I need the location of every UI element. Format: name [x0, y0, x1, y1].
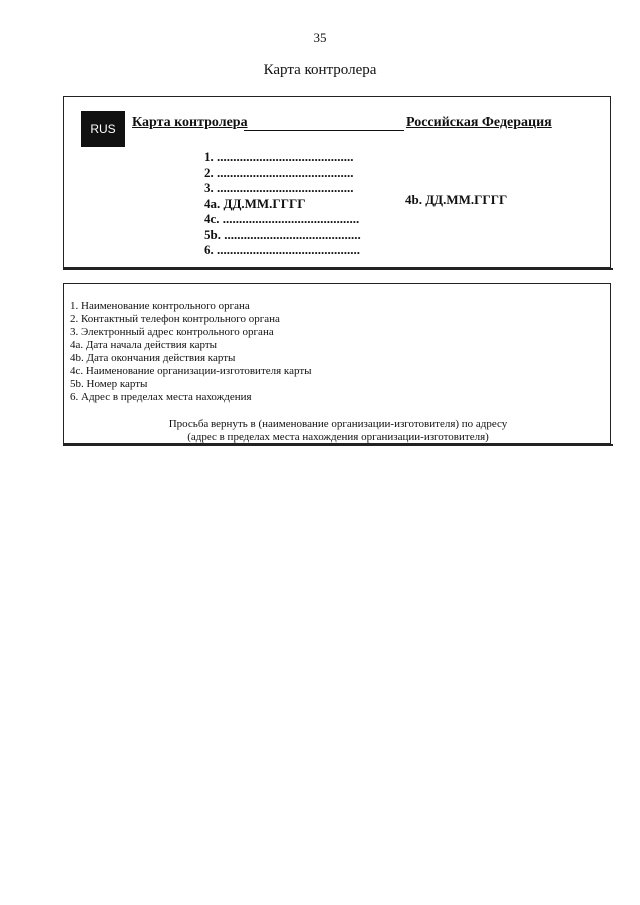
card-front: [63, 96, 611, 268]
legend-item: 4b. Дата окончания действия карты: [70, 352, 236, 364]
field-5b: 5b. ..........................................: [204, 226, 361, 242]
field-6: 6. ............................................: [204, 242, 360, 257]
heading-underline: [244, 130, 404, 131]
page-title: Карта контролера: [263, 62, 377, 78]
legend-item: 4a. Дата начала действия карты: [70, 339, 218, 351]
card-heading: Карта контролера: [132, 115, 248, 130]
field-4a: 4a. ДД.ММ.ГГГГ: [204, 195, 306, 211]
field-1: 1. ..........................................: [204, 149, 354, 164]
return-note: [64, 418, 612, 444]
legend-item: 1. Наименование контрольного органа: [70, 300, 250, 312]
field-3: 3. ..........................................: [204, 180, 354, 195]
legend-item: 6. Адрес в пределах места нахождения: [70, 391, 252, 403]
card-back: [63, 283, 611, 444]
legend-item: 4c. Наименование организации-изготовителя карты: [70, 365, 312, 377]
field-4c: 4c. ..........................................: [204, 211, 360, 226]
legend-item: 3. Электронный адрес контрольного органа: [70, 326, 274, 338]
field-list: [204, 149, 361, 258]
legend-list: [70, 300, 312, 404]
legend-item: 5b. Номер карты: [70, 378, 148, 390]
field-4b: 4b. ДД.ММ.ГГГГ: [405, 192, 508, 207]
rus-badge: RUS: [81, 111, 125, 147]
card-country: Российская Федерация: [406, 115, 552, 130]
legend-item: 2. Контактный телефон контрольного органа: [70, 313, 280, 325]
return-note-line2: (адрес в пределах места нахождения организации-изготовителя): [187, 431, 489, 443]
return-note-line1: Просьба вернуть в (наименование организации-изготовителя) по адресу: [168, 418, 508, 430]
page-number: 35: [313, 30, 327, 45]
field-2: 2. ..........................................: [204, 164, 354, 180]
